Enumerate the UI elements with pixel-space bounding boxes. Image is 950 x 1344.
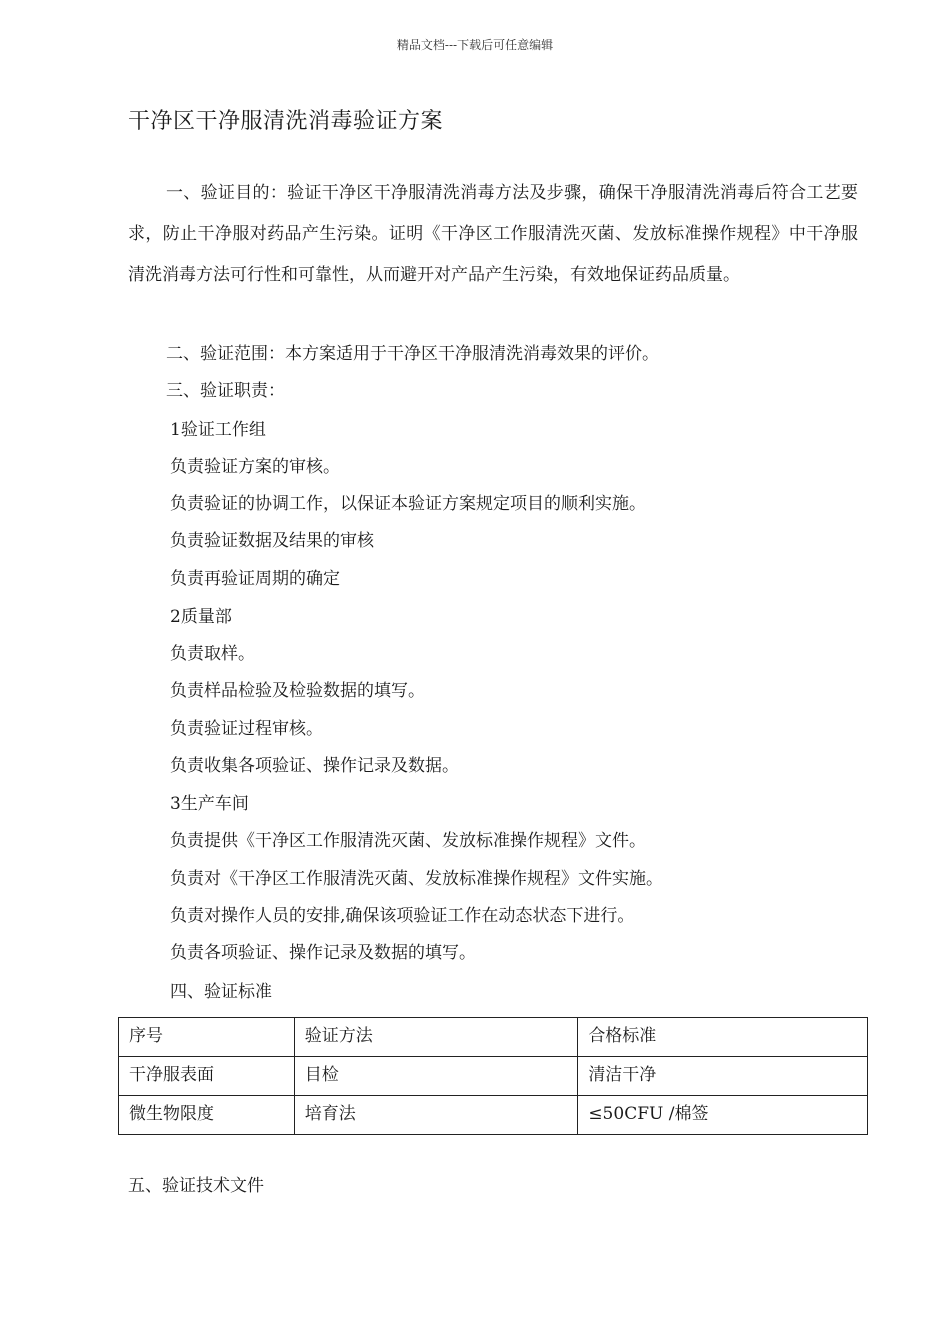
group3-item: 负责提供《干净区工作服清洗灭菌、发放标准操作规程》文件。 (170, 831, 646, 851)
group2-item: 负责样品检验及检验数据的填写。 (170, 681, 425, 701)
group3-item: 负责各项验证、操作记录及数据的填写。 (170, 943, 476, 963)
group1-item: 负责验证方案的审核。 (170, 457, 340, 477)
group2-item: 负责取样。 (170, 644, 255, 664)
table-cell: 培育法 (294, 1096, 578, 1135)
group1-title: 1验证工作组 (170, 420, 266, 440)
table-row (119, 1096, 868, 1135)
table-cell: ≤50CFU /棉签 (578, 1096, 868, 1135)
table-header-cell: 验证方法 (294, 1018, 578, 1057)
standards-table (118, 1017, 868, 1135)
group3-item: 负责对操作人员的安排,确保该项验证工作在动态状态下进行。 (170, 906, 635, 926)
standards-heading: 四、验证标准 (170, 982, 272, 1002)
table-cell: 目检 (294, 1057, 578, 1096)
duties-heading: 三、验证职责： (166, 381, 285, 401)
group1-item: 负责再验证周期的确定 (170, 569, 340, 589)
purpose-paragraph: 一、验证目的：验证干净区干净服清洗消毒方法及步骤，确保干净服清洗消毒后符合工艺要求，防止干净服对药品产生污染。证明《干净区工作服清洗灭菌、发放标准操作规程》中干净服清洗消毒方法可行性和可靠性，从而避开对产品产生污染，有效地保证药品质量。 (128, 183, 858, 285)
group1-item: 负责验证的协调工作，以保证本验证方案规定项目的顺利实施。 (170, 494, 646, 514)
group2-title: 2质量部 (170, 607, 232, 627)
group2-item: 负责验证过程审核。 (170, 719, 323, 739)
scope-paragraph: 二、验证范围：本方案适用于干净区干净服清洗消毒效果的评价。 (166, 344, 659, 364)
group2-item: 负责收集各项验证、操作记录及数据。 (170, 756, 459, 776)
table-cell: 微生物限度 (119, 1096, 295, 1135)
tech-docs-heading: 五、验证技术文件 (128, 1176, 264, 1196)
table-cell: 清洁干净 (578, 1057, 868, 1096)
table-header-row (119, 1018, 868, 1057)
group3-item: 负责对《干净区工作服清洗灭菌、发放标准操作规程》文件实施。 (170, 869, 663, 889)
table-row (119, 1057, 868, 1096)
table-cell: 干净服表面 (119, 1057, 295, 1096)
page-header: 精品文档---下载后可任意编辑 (396, 38, 554, 52)
table-header-cell: 合格标准 (578, 1018, 868, 1057)
table-header-cell: 序号 (119, 1018, 295, 1057)
group1-item: 负责验证数据及结果的审核 (170, 531, 374, 551)
group3-title: 3生产车间 (170, 794, 249, 814)
page-title: 干净区干净服清洗消毒验证方案 (128, 109, 444, 134)
